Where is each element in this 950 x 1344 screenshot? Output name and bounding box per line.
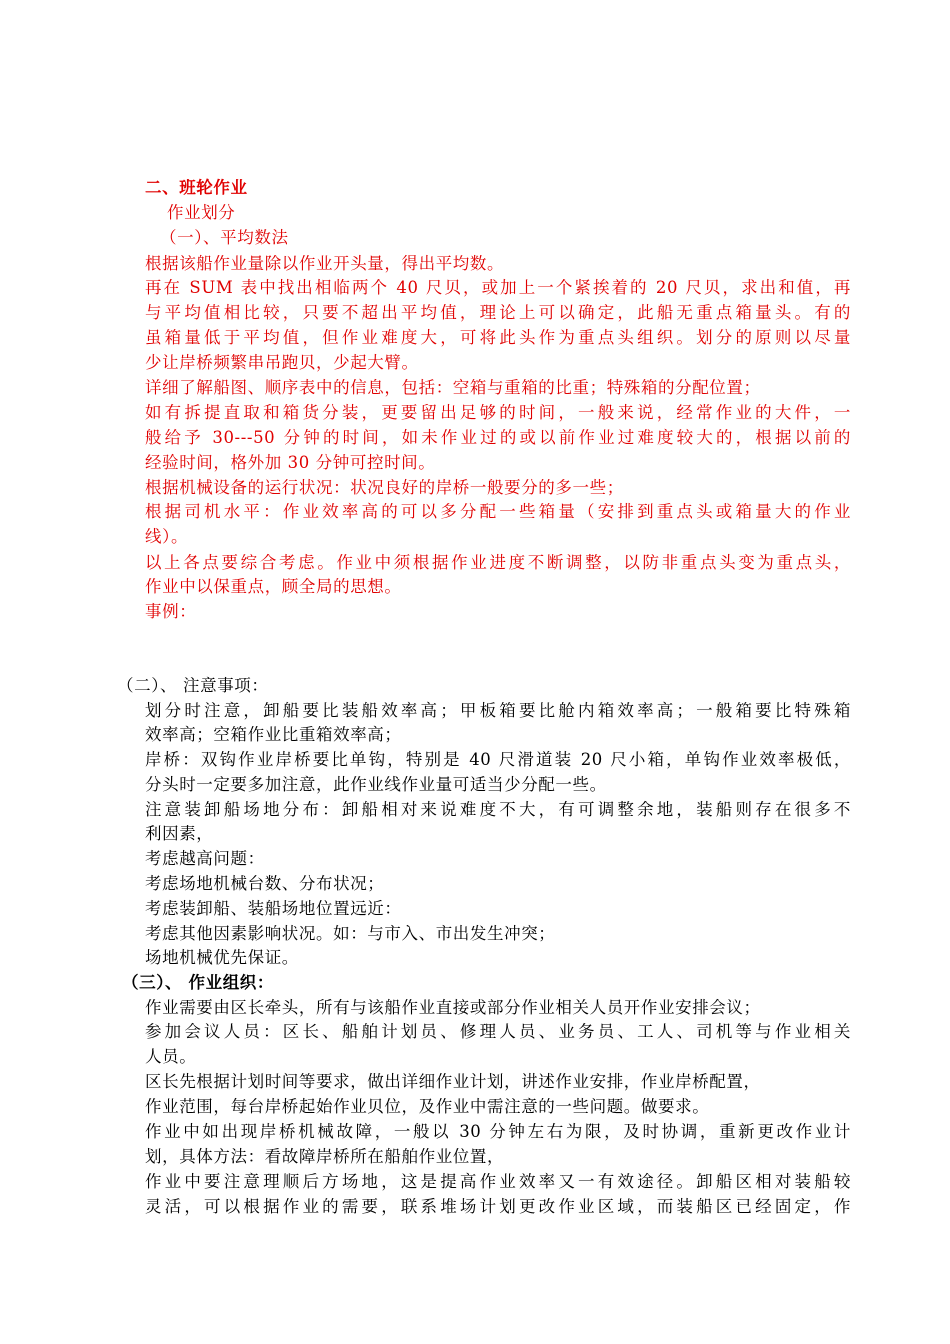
subheading: 作业划分 <box>167 203 236 222</box>
paragraph-line: 分头时一定要多加注意，此作业线作业量可适当少分配一些。 <box>145 775 607 794</box>
paragraph-line: 根据该船作业量除以作业开头量，得出平均数。 <box>145 254 505 273</box>
paragraph-line: 划，具体方法：看故障岸桥所在船舶作业位置， <box>145 1147 505 1166</box>
paragraph-line: 虽箱量低于平均值，但作业难度大，可将此头作为重点头组织。划分的原则以尽量 <box>145 328 851 347</box>
paragraph-line: 注意装卸船场地分布：卸船相对来说难度不大，有可调整余地，装船则存在很多不 <box>145 800 851 819</box>
section-heading: 二、班轮作业 <box>145 178 248 197</box>
paragraph-line: 考虑越高问题： <box>145 849 265 868</box>
paragraph-line: 少让岸桥频繁串吊跑贝，少起大臂。 <box>145 353 419 372</box>
paragraph-line: 参加会议人员：区长、船舶计划员、修理人员、业务员、工人、司机等与作业相关 <box>145 1022 851 1041</box>
paragraph-line: 作业中以保重点，顾全局的思想。 <box>145 577 402 596</box>
paragraph-line: 效率高；空箱作业比重箱效率高； <box>145 725 402 744</box>
paragraph-line: 区长先根据计划时间等要求，做出详细作业计划，讲述作业安排，作业岸桥配置， <box>145 1072 761 1091</box>
paragraph-line: 作业范围，每台岸桥起始作业贝位，及作业中需注意的一些问题。做要求。 <box>145 1097 710 1116</box>
organization-heading: （三）、 作业组织： <box>122 973 274 992</box>
paragraph-line: 考虑场地机械台数、分布状况； <box>145 874 385 893</box>
paragraph-line: 场地机械优先保证。 <box>145 948 299 967</box>
paragraph-line: 般给予 30---50 分钟的时间，如未作业过的或以前作业过难度较大的，根据以前的 <box>145 428 851 447</box>
paragraph-line: 再在 SUM 表中找出相临两个 40 尺贝，或加上一个紧挨着的 20 尺贝，求出和值，再 <box>145 278 851 297</box>
paragraph-line: 根据机械设备的运行状况：状况良好的岸桥一般要分的多一些； <box>145 478 624 497</box>
paragraph-line: 作业中如出现岸桥机械故障，一般以 30 分钟左右为限，及时协调，重新更改作业计 <box>145 1122 851 1141</box>
paragraph-line: 详细了解船图、顺序表中的信息，包括：空箱与重箱的比重；特殊箱的分配位置； <box>145 378 761 397</box>
paragraph-line: 如有拆提直取和箱货分装，更要留出足够的时间，一般来说，经常作业的大件，一 <box>145 403 851 422</box>
paragraph-line: 作业需要由区长牵头，所有与该船作业直接或部分作业相关人员开作业安排会议； <box>145 998 761 1017</box>
paragraph-line: 根据司机水平：作业效率高的可以多分配一些箱量（安排到重点头或箱量大的作业 <box>145 502 851 521</box>
method-heading: （一）、平均数法 <box>160 228 289 247</box>
paragraph-line: 以上各点要综合考虑。作业中须根据作业进度不断调整，以防非重点头变为重点头， <box>145 553 851 572</box>
paragraph-line: 考虑其他因素影响状况。如：与市入、市出发生冲突； <box>145 924 556 943</box>
paragraph-line: 利因素， <box>145 824 214 843</box>
paragraph-line: 人员。 <box>145 1047 197 1066</box>
paragraph-line: 考虑装卸船、装船场地位置远近： <box>145 899 402 918</box>
paragraph-line: 划分时注意，卸船要比装船效率高；甲板箱要比舱内箱效率高；一般箱要比特殊箱 <box>145 701 851 720</box>
paragraph-line: 经验时间，格外加 30 分钟可控时间。 <box>145 453 436 472</box>
notes-heading: （二）、 注意事项： <box>117 676 269 695</box>
paragraph-line: 灵活，可以根据作业的需要，联系堆场计划更改作业区域，而装船区已经固定，作 <box>145 1197 851 1216</box>
paragraph-line: 岸桥：双钩作业岸桥要比单钩，特别是 40 尺滑道装 20 尺小箱，单钩作业效率极低， <box>145 750 851 769</box>
paragraph-line: 作业中要注意理顺后方场地，这是提高作业效率又一有效途径。卸船区相对装船较 <box>145 1172 851 1191</box>
paragraph-line: 与平均值相比较，只要不超出平均值，理论上可以确定，此船无重点箱量头。有的 <box>145 303 851 322</box>
paragraph-line: 事例： <box>145 602 197 621</box>
paragraph-line: 线）。 <box>145 527 189 546</box>
